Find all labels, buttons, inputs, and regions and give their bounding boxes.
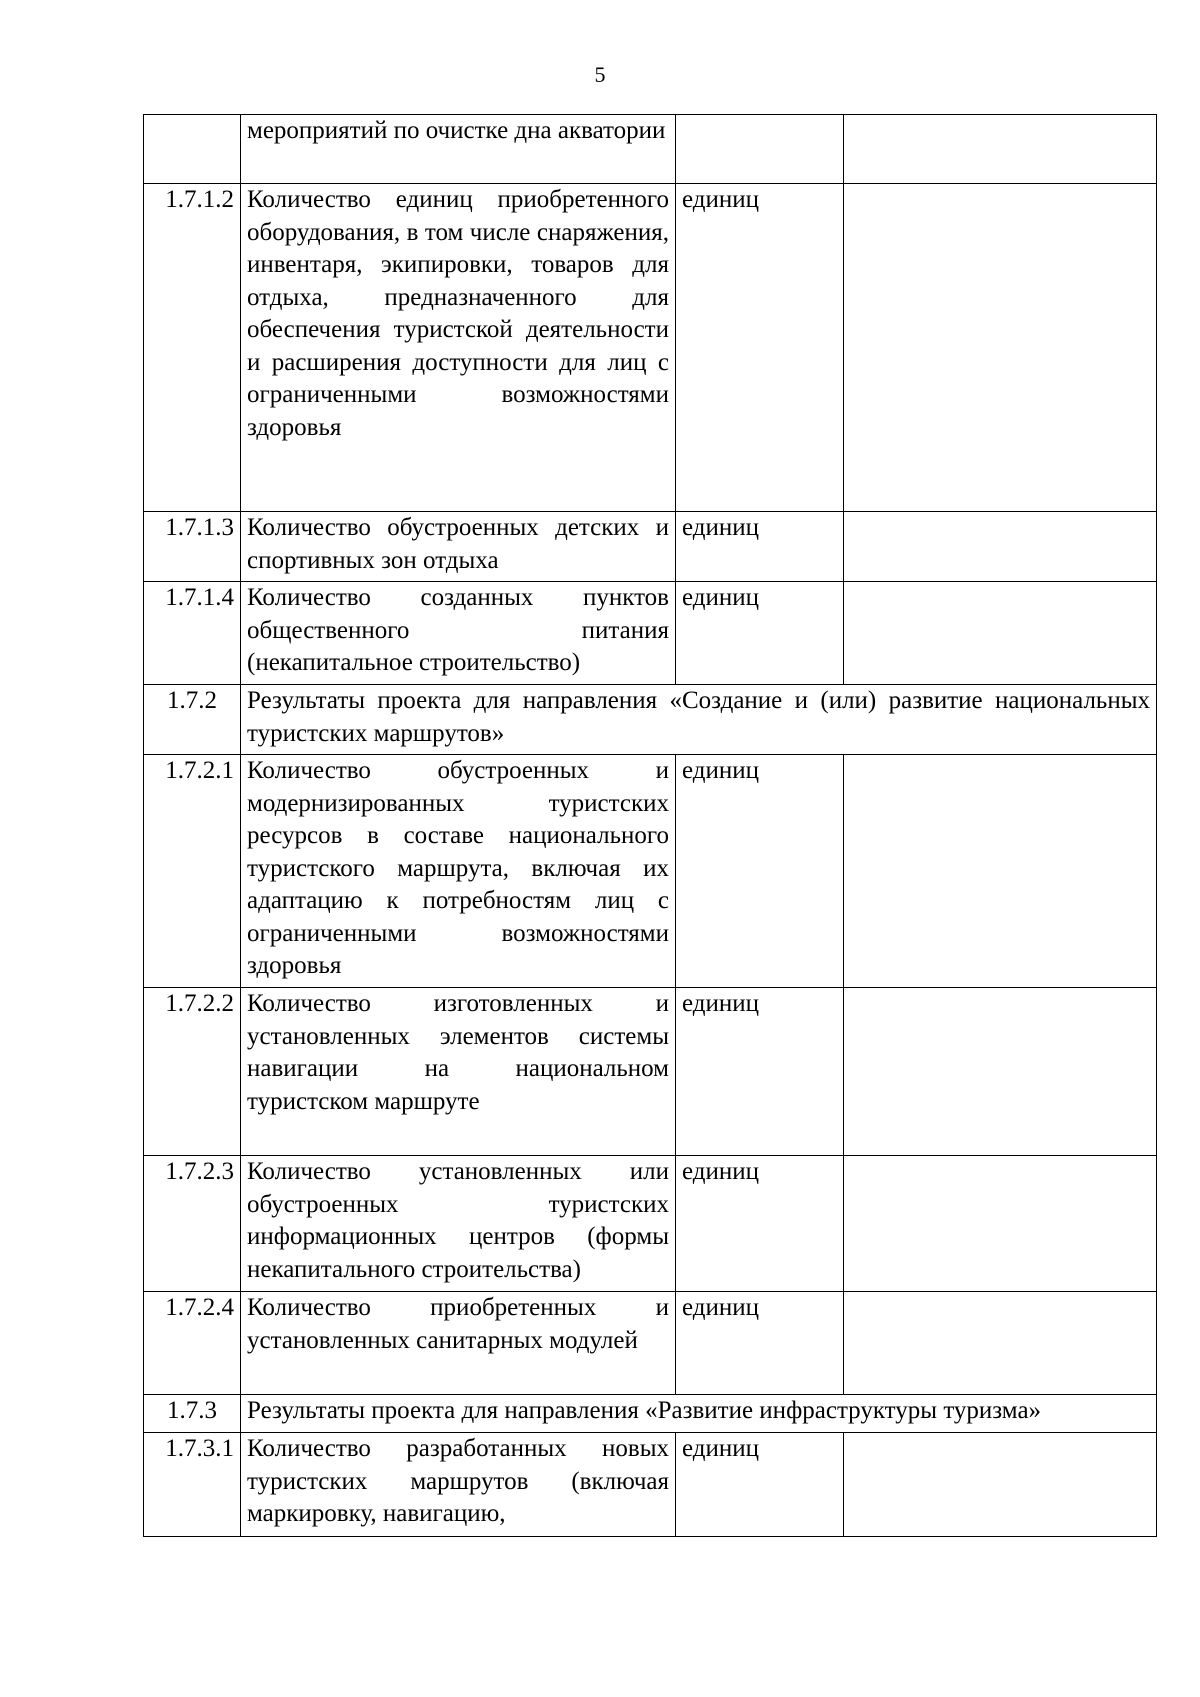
row-description: Количество разработанных новых туристских маршрутов (включая маркировку, навигацию,	[241, 1433, 676, 1537]
row-number	[144, 115, 241, 184]
row-value	[844, 184, 1157, 512]
results-table	[143, 114, 1157, 1537]
page-number: 5	[594, 62, 606, 87]
table-row	[144, 582, 1157, 685]
table-row	[144, 512, 1157, 582]
row-value	[844, 512, 1157, 582]
row-value	[844, 988, 1157, 1156]
row-unit: единиц	[676, 1156, 844, 1292]
row-description: мероприятий по очистке дна акватории	[241, 115, 676, 184]
row-value	[844, 115, 1157, 184]
row-number: 1.7.2.1	[144, 755, 241, 988]
row-description: Количество обустроенных детских и спортивных зон отдыха	[241, 512, 676, 582]
section-number: 1.7.2	[144, 685, 241, 755]
row-value	[844, 582, 1157, 685]
row-description: Количество установленных или обустроенных туристских информационных центров (формы некапитального строительства)	[241, 1156, 676, 1292]
row-unit: единиц	[676, 1292, 844, 1395]
table-row	[144, 1292, 1157, 1395]
table-row	[144, 1156, 1157, 1292]
row-value	[844, 1433, 1157, 1537]
row-value	[844, 1292, 1157, 1395]
row-unit: единиц	[676, 1433, 844, 1537]
row-unit	[676, 115, 844, 184]
row-unit: единиц	[676, 582, 844, 685]
row-number: 1.7.2.3	[144, 1156, 241, 1292]
section-heading: Результаты проекта для направления «Развитие инфраструктуры туризма»	[241, 1395, 1157, 1433]
row-number: 1.7.1.2	[144, 184, 241, 512]
row-unit: единиц	[676, 184, 844, 512]
table-row	[144, 1433, 1157, 1537]
row-description: Количество единиц приобретенного оборудования, в том числе снаряжения, инвентаря, экипировки, товаров для отдыха, предназначенного для обеспечения туристской деятельности и расширения доступности для лиц с ограниченными возможностями здоровья	[241, 184, 676, 512]
section-number: 1.7.3	[144, 1395, 241, 1433]
table-row	[144, 988, 1157, 1156]
row-unit: единиц	[676, 512, 844, 582]
row-description: Количество обустроенных и модернизированных туристских ресурсов в составе национального туристского маршрута, включая их адаптацию к потребностям лиц с ограниченными возможностями здоровья	[241, 755, 676, 988]
row-number: 1.7.1.4	[144, 582, 241, 685]
table-row	[144, 115, 1157, 184]
section-row	[144, 1395, 1157, 1433]
row-description: Количество созданных пунктов общественного питания (некапитальное строительство)	[241, 582, 676, 685]
row-unit: единиц	[676, 755, 844, 988]
row-value	[844, 1156, 1157, 1292]
table-row	[144, 184, 1157, 512]
table-row	[144, 755, 1157, 988]
row-number: 1.7.2.2	[144, 988, 241, 1156]
row-unit: единиц	[676, 988, 844, 1156]
row-number: 1.7.2.4	[144, 1292, 241, 1395]
row-number: 1.7.3.1	[144, 1433, 241, 1537]
section-row	[144, 685, 1157, 755]
row-value	[844, 755, 1157, 988]
section-heading: Результаты проекта для направления «Создание и (или) развитие национальных туристских маршрутов»	[241, 685, 1157, 755]
row-description: Количество приобретенных и установленных санитарных модулей	[241, 1292, 676, 1395]
row-description: Количество изготовленных и установленных элементов системы навигации на национальном туристском маршруте	[241, 988, 676, 1156]
row-number: 1.7.1.3	[144, 512, 241, 582]
